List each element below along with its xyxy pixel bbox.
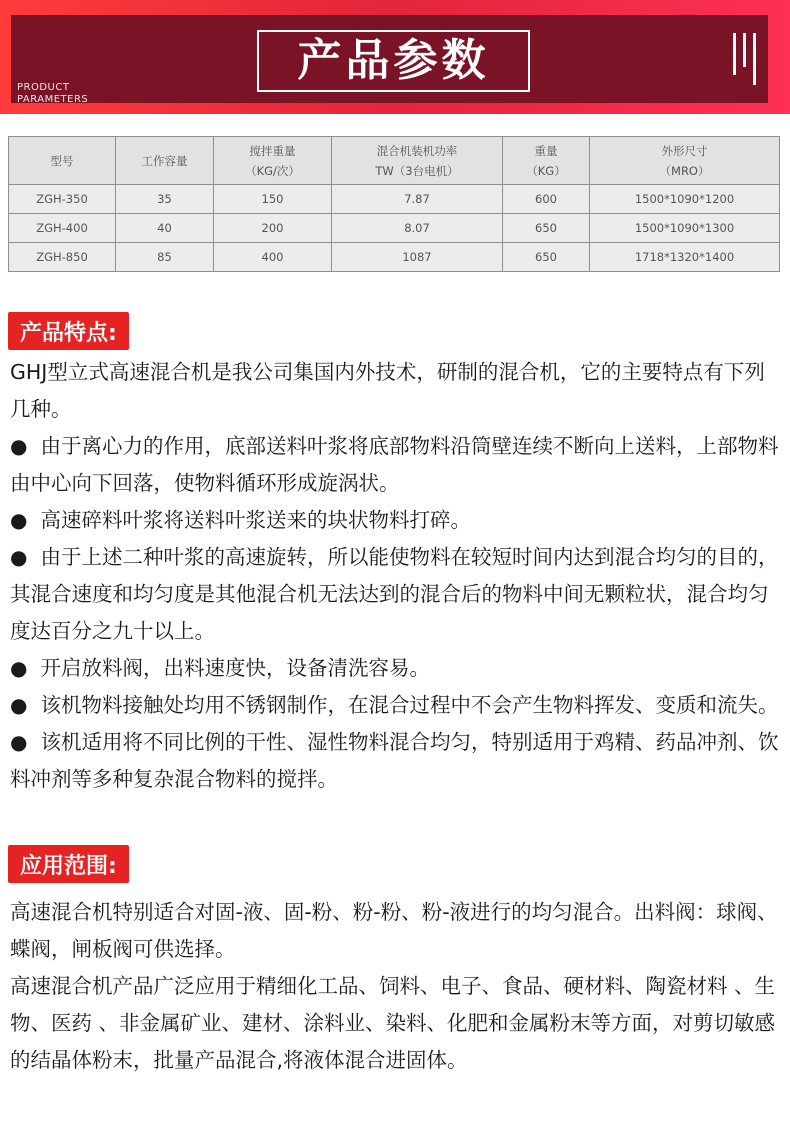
table-cell: 650 xyxy=(503,243,590,272)
spec-table xyxy=(8,136,780,272)
feature-text: 由于上述二种叶浆的高速旋转，所以能使物料在较短时间内达到混合均匀的目的，其混合速度和均匀度是其他混合机无法达到的混合后的物料中间无颗粒状，混合均匀度达百分之九十以上。 xyxy=(10,545,779,643)
table-header-cell xyxy=(9,137,116,185)
application-paragraph: 高速混合机特别适合对固-液、固-粉、粉-粉、粉-液进行的均匀混合。出料阀：球阀、蝶阀，闸板阀可供选择。 xyxy=(10,900,778,961)
table-cell: 7.87 xyxy=(332,185,503,214)
features-heading: 产品特点: xyxy=(8,312,129,350)
table-cell: ZGH-350 xyxy=(9,185,116,214)
table-body xyxy=(9,185,780,272)
features-intro: GHJ型立式高速混合机是我公司集国内外技术，研制的混合机，它的主要特点有下列几种。 xyxy=(10,360,765,421)
bullet-icon: ● xyxy=(10,693,28,717)
table-row xyxy=(9,243,780,272)
feature-item xyxy=(10,724,785,798)
feature-text: 该机适用将不同比例的干性、湿性物料混合均匀，特别适用于鸡精、药品冲剂、饮料冲剂等多种复杂混合物料的搅拌。 xyxy=(10,730,779,791)
header-text: 重量 xyxy=(534,143,558,158)
features-text xyxy=(10,354,785,798)
table-header-cell xyxy=(590,137,780,185)
feature-text: 由于离心力的作用，底部送料叶浆将底部物料沿筒壁连续不断向上送料，上部物料由中心向下回落，使物料循环形成旋涡状。 xyxy=(10,434,779,495)
header-text: 型号 xyxy=(50,153,74,168)
bullet-icon: ● xyxy=(10,730,28,754)
application-text xyxy=(10,894,785,1079)
feature-list xyxy=(10,428,785,798)
banner-subtitle-line2: PARAMETERS xyxy=(17,94,89,105)
application-paragraph: 高速混合机产品广泛应用于精细化工品、饲料、电子、食品、硬材料、陶瓷材料 、生物、医药 、非金属矿业、建材、涂料业、染料、化肥和金属粉末等方面，对剪切敏感的结晶体粉末，批量产品混合,将液体混合进固体。 xyxy=(10,974,776,1072)
header-banner xyxy=(0,0,790,114)
feature-text: 该机物料接触处均用不锈钢制作，在混合过程中不会产生物料挥发、变质和流失。 xyxy=(40,693,779,717)
bullet-icon: ● xyxy=(10,434,28,458)
bullet-icon: ● xyxy=(10,508,28,532)
header-text: 混合机装机功率 xyxy=(376,143,458,158)
table-cell: 400 xyxy=(214,243,332,272)
application-heading: 应用范围: xyxy=(8,845,129,883)
bars-decoration-icon xyxy=(733,33,763,85)
feature-text: 开启放料阀，出料速度快，设备清洗容易。 xyxy=(40,656,430,680)
banner-panel xyxy=(11,15,768,103)
header-text: 搅拌重量 xyxy=(249,143,296,158)
table-cell: 35 xyxy=(116,185,214,214)
table-cell: 40 xyxy=(116,214,214,243)
feature-text: 高速碎料叶浆将送料叶浆送来的块状物料打碎。 xyxy=(40,508,471,532)
table-header-cell xyxy=(214,137,332,185)
table-row xyxy=(9,185,780,214)
feature-item xyxy=(10,539,785,650)
bullet-icon: ● xyxy=(10,545,28,569)
header-text: TW（3台电机） xyxy=(375,163,459,178)
table-cell: 1500*1090*1200 xyxy=(590,185,780,214)
header-text: （MRO） xyxy=(659,163,710,178)
table-cell: ZGH-400 xyxy=(9,214,116,243)
table-cell: ZGH-850 xyxy=(9,243,116,272)
banner-subtitle-line1: PRODUCT xyxy=(17,82,70,93)
banner-subtitle xyxy=(17,82,88,106)
feature-item xyxy=(10,650,785,687)
table-cell: 150 xyxy=(214,185,332,214)
table-header-row xyxy=(9,137,780,185)
table-cell: 85 xyxy=(116,243,214,272)
table-header-cell xyxy=(332,137,503,185)
table-cell: 1718*1320*1400 xyxy=(590,243,780,272)
table-row xyxy=(9,214,780,243)
header-text: 工作容量 xyxy=(141,153,188,168)
table-header-cell xyxy=(503,137,590,185)
table-cell: 1500*1090*1300 xyxy=(590,214,780,243)
table-cell: 200 xyxy=(214,214,332,243)
table-cell: 650 xyxy=(503,214,590,243)
header-text: 外形尺寸 xyxy=(661,143,708,158)
table-cell: 1087 xyxy=(332,243,503,272)
feature-item xyxy=(10,502,785,539)
table-header-cell xyxy=(116,137,214,185)
banner-title-frame xyxy=(257,30,530,92)
page-title: 产品参数 xyxy=(297,35,490,86)
bullet-icon: ● xyxy=(10,656,28,680)
table-cell: 600 xyxy=(503,185,590,214)
header-text: （KG） xyxy=(526,163,566,178)
header-text: （KG/次） xyxy=(245,163,300,178)
table-cell: 8.07 xyxy=(332,214,503,243)
feature-item xyxy=(10,428,785,502)
feature-item xyxy=(10,687,785,724)
